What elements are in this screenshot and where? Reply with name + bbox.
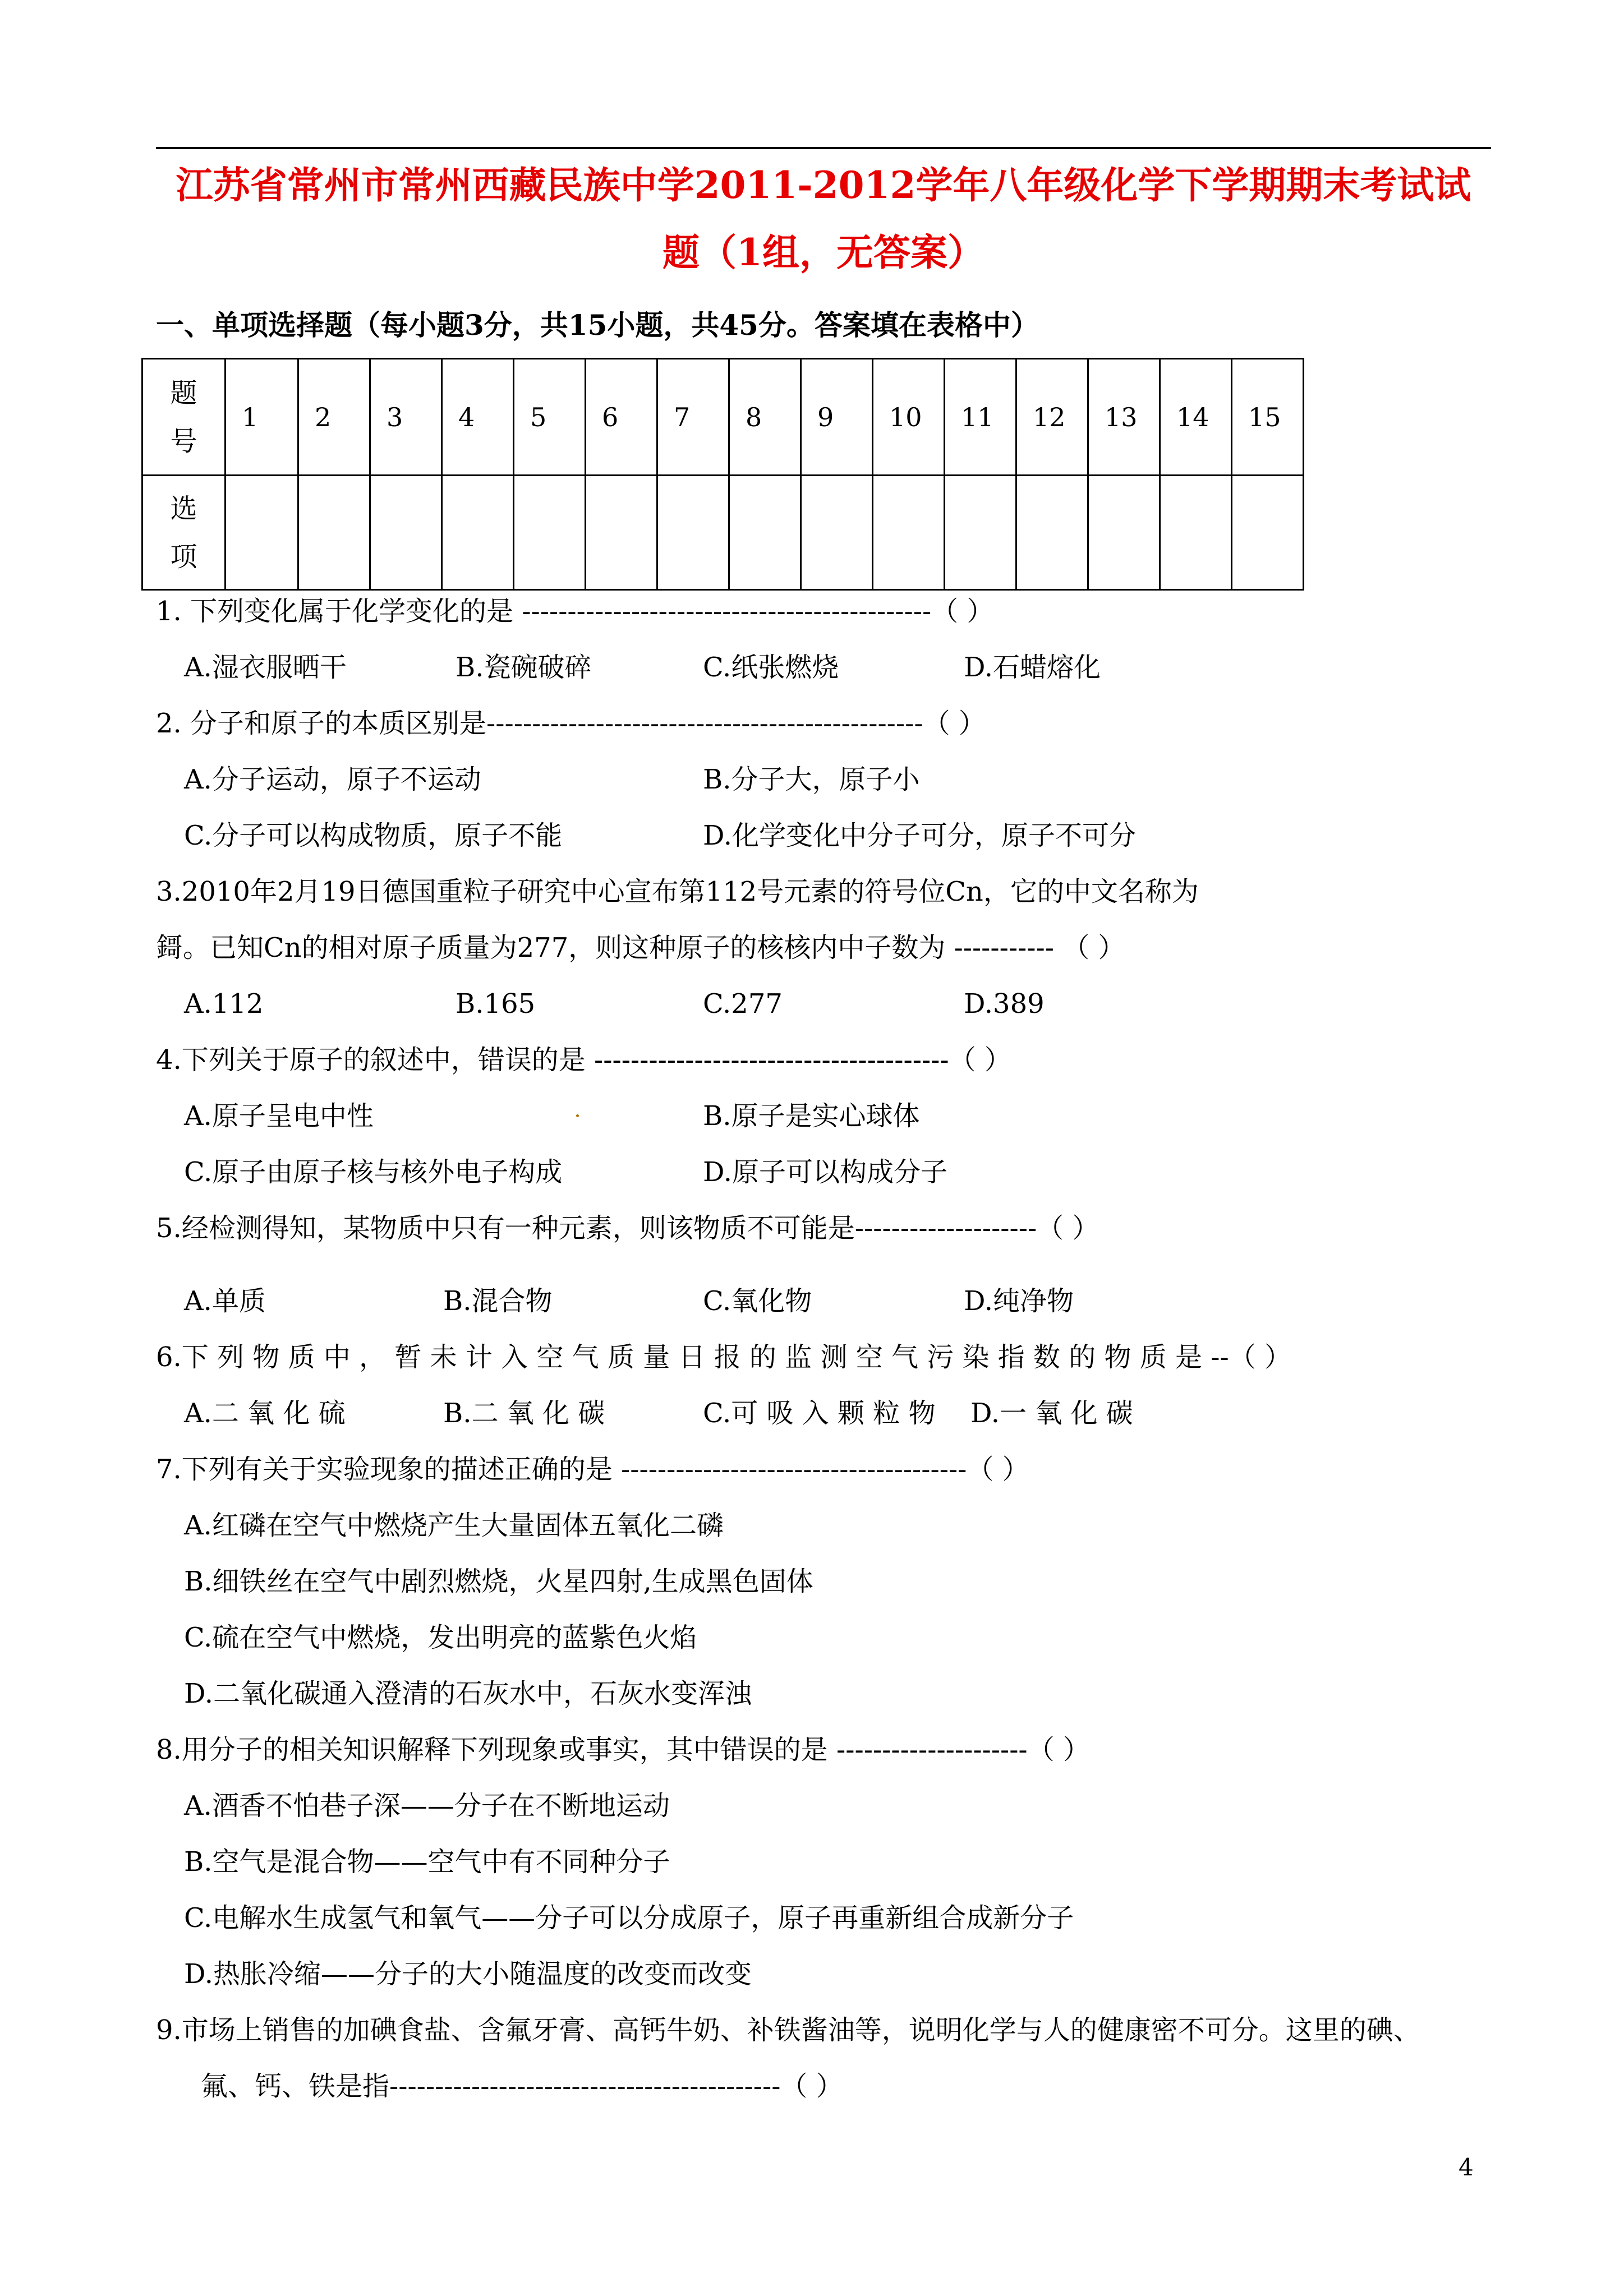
number-cell: 10 bbox=[873, 359, 945, 476]
header-char: 号 bbox=[170, 425, 197, 457]
q8-option-b: B.空气是混合物——空气中有不同种分子 bbox=[184, 1846, 670, 1878]
q5-option-d: D.纯净物 bbox=[964, 1285, 1074, 1317]
q4-option-a: A.原子呈电中性 bbox=[184, 1100, 374, 1132]
q2-option-a: A.分子运动，原子不运动 bbox=[184, 764, 481, 795]
number-cell: 4 bbox=[442, 359, 514, 476]
number-cell: 7 bbox=[657, 359, 729, 476]
header-char: 题 bbox=[170, 377, 197, 409]
answer-cell[interactable] bbox=[370, 476, 442, 590]
number-cell: 8 bbox=[729, 359, 801, 476]
header-cell-number bbox=[142, 359, 226, 476]
number-cell: 12 bbox=[1016, 359, 1088, 476]
question-8-stem: 8.用分子的相关知识解释下列现象或事实，其中错误的是 ---------------------（ ） bbox=[156, 1734, 1090, 1765]
q1-option-a: A.湿衣服晒干 bbox=[184, 652, 347, 683]
answer-cell[interactable] bbox=[1088, 476, 1160, 590]
header-cell-answer bbox=[142, 476, 226, 590]
question-5-stem: 5.经检测得知，某物质中只有一种元素，则该物质不可能是--------------------（ ） bbox=[156, 1212, 1099, 1244]
answer-cell[interactable] bbox=[1232, 476, 1304, 590]
q4-option-b: B.原子是实心球体 bbox=[703, 1100, 920, 1132]
q7-option-c: C.硫在空气中燃烧，发出明亮的蓝紫色火焰 bbox=[184, 1622, 697, 1653]
q5-option-c: C.氧化物 bbox=[703, 1285, 812, 1317]
number-cell: 1 bbox=[226, 359, 298, 476]
q5-option-b: B.混合物 bbox=[443, 1285, 553, 1317]
number-cell: 2 bbox=[298, 359, 370, 476]
q8-option-a: A.酒香不怕巷子深——分子在不断地运动 bbox=[184, 1790, 670, 1822]
answer-cell[interactable] bbox=[657, 476, 729, 590]
number-cell: 6 bbox=[586, 359, 657, 476]
q7-option-a: A.红磷在空气中燃烧产生大量固体五氧化二磷 bbox=[184, 1510, 724, 1541]
answer-table bbox=[141, 358, 1304, 591]
number-cell: 14 bbox=[1160, 359, 1232, 476]
table-row-answer bbox=[142, 476, 1304, 590]
number-cell: 13 bbox=[1088, 359, 1160, 476]
question-3-stem-line-1: 3.2010年2月19日德国重粒子研究中心宣布第112号元素的符号位Cn，它的中文名称为 bbox=[156, 876, 1199, 907]
number-cell: 3 bbox=[370, 359, 442, 476]
table-row-number bbox=[142, 359, 1304, 476]
q3-option-c: C.277 bbox=[703, 988, 783, 1020]
question-1-stem: 1. 下列变化属于化学变化的是 ---------------------------------------------（ ） bbox=[156, 596, 994, 627]
number-cell: 15 bbox=[1232, 359, 1304, 476]
document-title-line-1: 江苏省常州市常州西藏民族中学2011-2012学年八年级化学下学期期末考试试 bbox=[176, 163, 1471, 207]
q3-option-d: D.389 bbox=[964, 988, 1045, 1020]
q4-option-c: C.原子由原子核与核外电子构成 bbox=[184, 1156, 563, 1188]
answer-cell[interactable] bbox=[1016, 476, 1088, 590]
q4-option-d: D.原子可以构成分子 bbox=[703, 1156, 948, 1188]
q8-option-d: D.热胀冷缩——分子的大小随温度的改变而改变 bbox=[184, 1958, 752, 1990]
q2-option-c: C.分子可以构成物质，原子不能 bbox=[184, 820, 563, 851]
stray-mark bbox=[576, 1114, 579, 1117]
number-cell: 11 bbox=[945, 359, 1016, 476]
answer-cell[interactable] bbox=[1160, 476, 1232, 590]
q8-option-c: C.电解水生成氢气和氧气——分子可以分成原子，原子再重新组合成新分子 bbox=[184, 1902, 1074, 1934]
answer-cell[interactable] bbox=[729, 476, 801, 590]
q6-option-d: D.一 氧 化 碳 bbox=[970, 1398, 1133, 1429]
question-3-stem-line-2: 鎶。已知Cn的相对原子质量为277，则这种原子的核核内中子数为 ----------- （ ） bbox=[156, 932, 1125, 963]
question-6-stem: 6.下 列 物 质 中 ， 暂 未 计 入 空 气 质 量 日 报 的 监 测 空 气 污 染 指 数 的 物 质 是 --（ ） bbox=[156, 1341, 1291, 1373]
q2-option-b: B.分子大，原子小 bbox=[703, 764, 920, 795]
question-4-stem: 4.下列关于原子的叙述中，错误的是 ---------------------------------------（ ） bbox=[156, 1044, 1011, 1076]
q3-option-a: A.112 bbox=[184, 988, 264, 1020]
answer-cell[interactable] bbox=[873, 476, 945, 590]
page-number: 4 bbox=[1459, 2154, 1474, 2181]
q1-option-b: B.瓷碗破碎 bbox=[456, 652, 592, 683]
question-9-stem-line-2: 氟、钙、铁是指-------------------------------------------（ ） bbox=[201, 2071, 843, 2102]
q7-option-b: B.细铁丝在空气中剧烈燃烧，火星四射,生成黑色固体 bbox=[184, 1566, 813, 1597]
q1-option-c: C.纸张燃烧 bbox=[703, 652, 839, 683]
q6-option-a: A.二 氧 化 硫 bbox=[184, 1398, 346, 1429]
header-rule bbox=[156, 147, 1491, 149]
question-2-stem: 2. 分子和原子的本质区别是------------------------------------------------（ ） bbox=[156, 708, 986, 739]
question-7-stem: 7.下列有关于实验现象的描述正确的是 --------------------------------------（ ） bbox=[156, 1454, 1029, 1485]
question-9-stem-line-1: 9.市场上销售的加碘食盐、含氟牙膏、高钙牛奶、补铁酱油等，说明化学与人的健康密不可分。这里的碘、 bbox=[156, 2014, 1420, 2046]
number-cell: 5 bbox=[514, 359, 586, 476]
q1-option-d: D.石蜡熔化 bbox=[964, 652, 1101, 683]
section-heading: 一、单项选择题（每小题3分，共15小题，共45分。答案填在表格中） bbox=[156, 308, 1039, 342]
document-title-line-2: 题（1组，无答案） bbox=[663, 230, 984, 274]
number-cell: 9 bbox=[801, 359, 873, 476]
q6-option-b: B.二 氧 化 碳 bbox=[443, 1398, 605, 1429]
header-char: 项 bbox=[170, 541, 197, 573]
answer-cell[interactable] bbox=[801, 476, 873, 590]
q2-option-d: D.化学变化中分子可分，原子不可分 bbox=[703, 820, 1137, 851]
answer-cell[interactable] bbox=[442, 476, 514, 590]
answer-cell[interactable] bbox=[586, 476, 657, 590]
q6-option-c: C.可 吸 入 颗 粒 物 bbox=[703, 1398, 936, 1429]
q7-option-d: D.二氧化碳通入澄清的石灰水中，石灰水变浑浊 bbox=[184, 1678, 752, 1709]
header-char: 选 bbox=[170, 492, 197, 524]
answer-cell[interactable] bbox=[226, 476, 298, 590]
answer-cell[interactable] bbox=[298, 476, 370, 590]
q3-option-b: B.165 bbox=[456, 988, 536, 1020]
q5-option-a: A.单质 bbox=[184, 1285, 266, 1317]
answer-cell[interactable] bbox=[514, 476, 586, 590]
answer-cell[interactable] bbox=[945, 476, 1016, 590]
